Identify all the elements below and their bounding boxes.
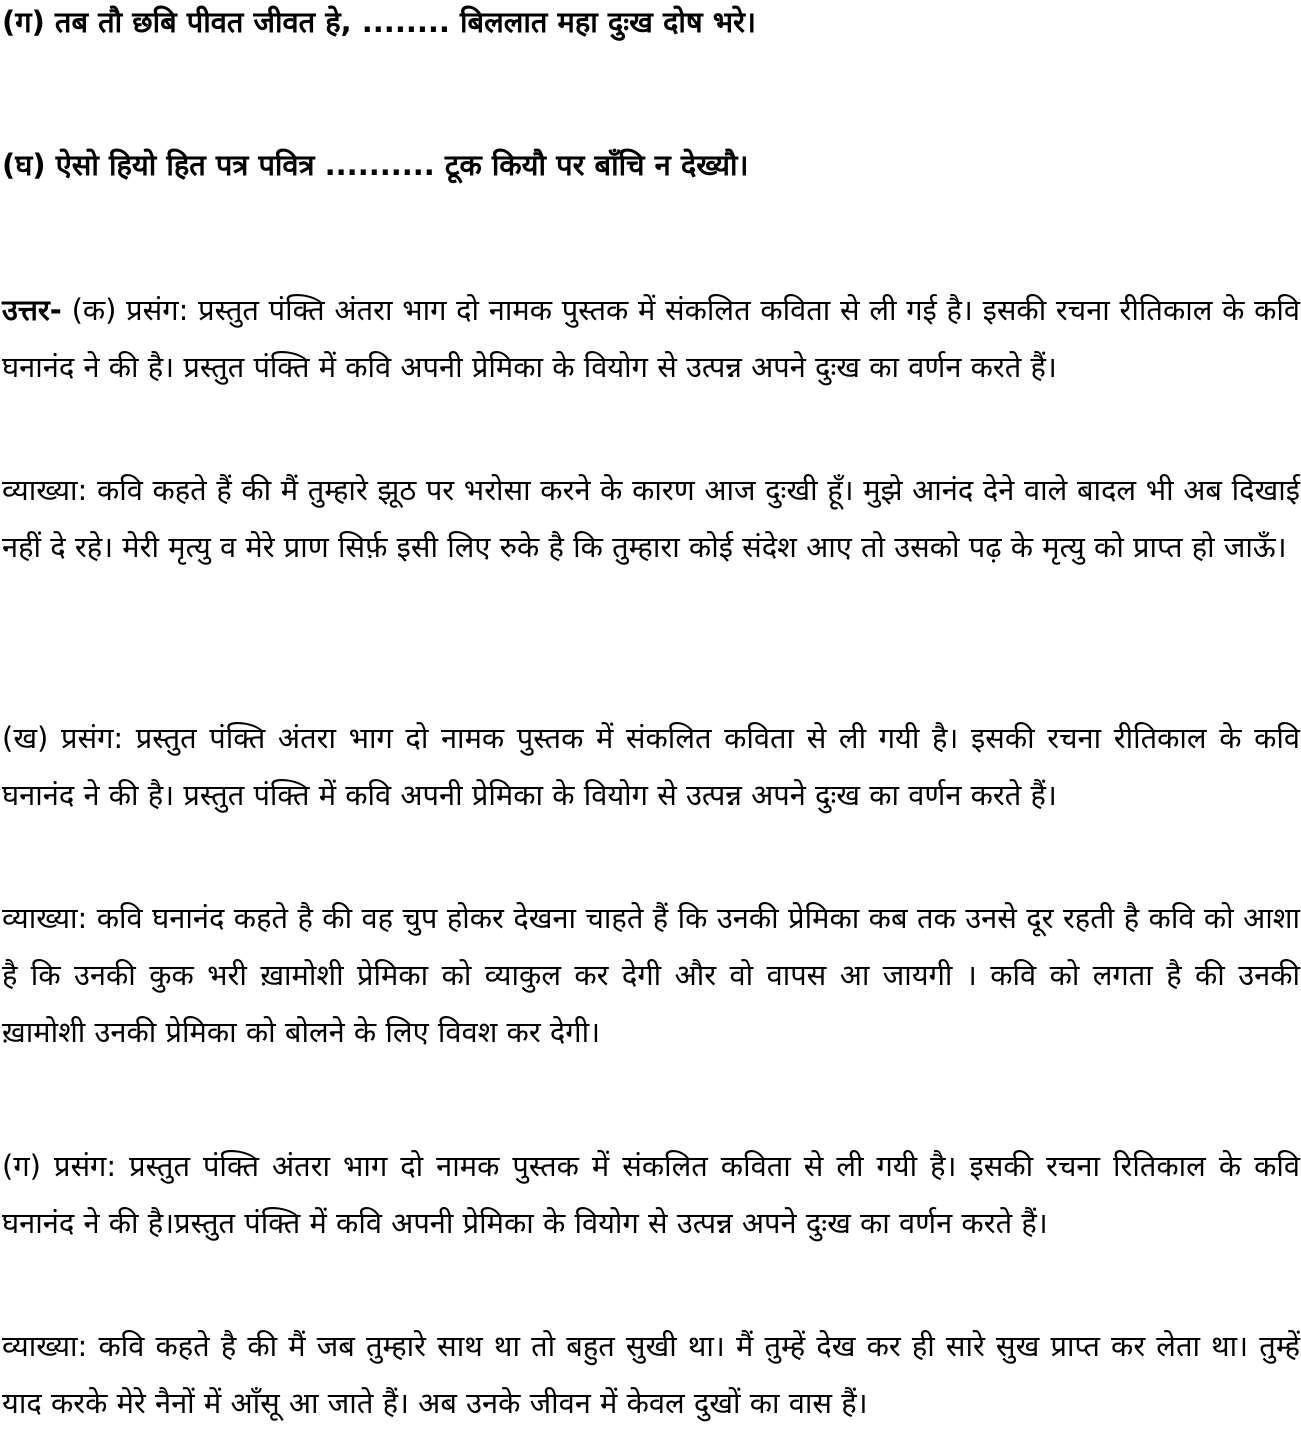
answer-ka-prasang [2,282,1300,396]
answer-ga-prasang: (ग) प्रसंग: प्रस्तुत पंक्ति अंतरा भाग दो नामक पुस्तक में संकलित कविता से ली गयी है। इसकी रचना रितिकाल के कवि घनानंद ने की है।प्रस्तुत पंक्ति में कवि अपनी प्रेमिका के वियोग से उत्पन्न अपने दुःख का वर्णन करते हैं। [2,1149,1300,1240]
answer-ka-vyakhya: व्याख्या: कवि कहते हैं की मैं तुम्हारे झूठ पर भरोसा करने के कारण आज दुःखी हूँ। मुझे आनंद देने वाले बादल भी अब दिखाई नहीं दे रहे। मेरी मृत्यु व मेरे प्राण सिर्फ़ इसी लिए रुके है कि तुम्हारा कोई संदेश आए तो उसको पढ़ के मृत्यु को प्राप्त हो जाऊँ। [2,473,1300,564]
question-ga: (ग) तब तौ छबि पीवत जीवत हे, ........ बिललात महा दुःख दोष भरे। [2,5,756,39]
answer-kha-prasang: (ख) प्रसंग: प्रस्तुत पंक्ति अंतरा भाग दो नामक पुस्तक में संकलित कविता से ली गयी है। इसकी रचना रीतिकाल के कवि घनानंद ने की है। प्रस्तुत पंक्ति में कवि अपनी प्रेमिका के वियोग से उत्पन्न अपने दुःख का वर्णन करते हैं। [2,721,1300,812]
answer-ga-vyakhya: व्याख्या: कवि कहते है की मैं जब तुम्हारे साथ था तो बहुत सुखी था। मैं तुम्हें देख कर ही सारे सुख प्राप्त कर लेता था। तुम्हें याद करके मेरे नैनों में आँसू आ जाते हैं। अब उनके जीवन में केवल दुखों का वास हैं। [2,1329,1300,1420]
answer-label: उत्तर- [2,293,62,327]
answer-kha-vyakhya: व्याख्या: कवि घनानंद कहते है की वह चुप होकर देखना चाहते हैं कि उनकी प्रेमिका कब तक उनसे दूर रहती है कवि को आशा है कि उनकी कुक भरी ख़ामोशी प्रेमिका को व्याकुल कर देगी और वो वापस आ जायगी । कवि को लगता है की उनकी ख़ामोशी उनकी प्रेमिका को बोलने के लिए विवश कर देगी। [2,901,1300,1049]
answer-ka-prasang-text: (क) प्रसंग: प्रस्तुत पंक्ति अंतरा भाग दो नामक पुस्तक में संकलित कविता से ली गई है। इसकी रचना रीतिकाल के कवि घनानंद ने की है। प्रस्तुत पंक्ति में कवि अपनी प्रेमिका के वियोग से उत्पन्न अपने दुःख का वर्णन करते हैं। [2,293,1301,384]
question-gha: (घ) ऐसो हियो हित पत्र पवित्र .......... टूक कियौ पर बाँचि न देख्यौ। [2,148,749,182]
